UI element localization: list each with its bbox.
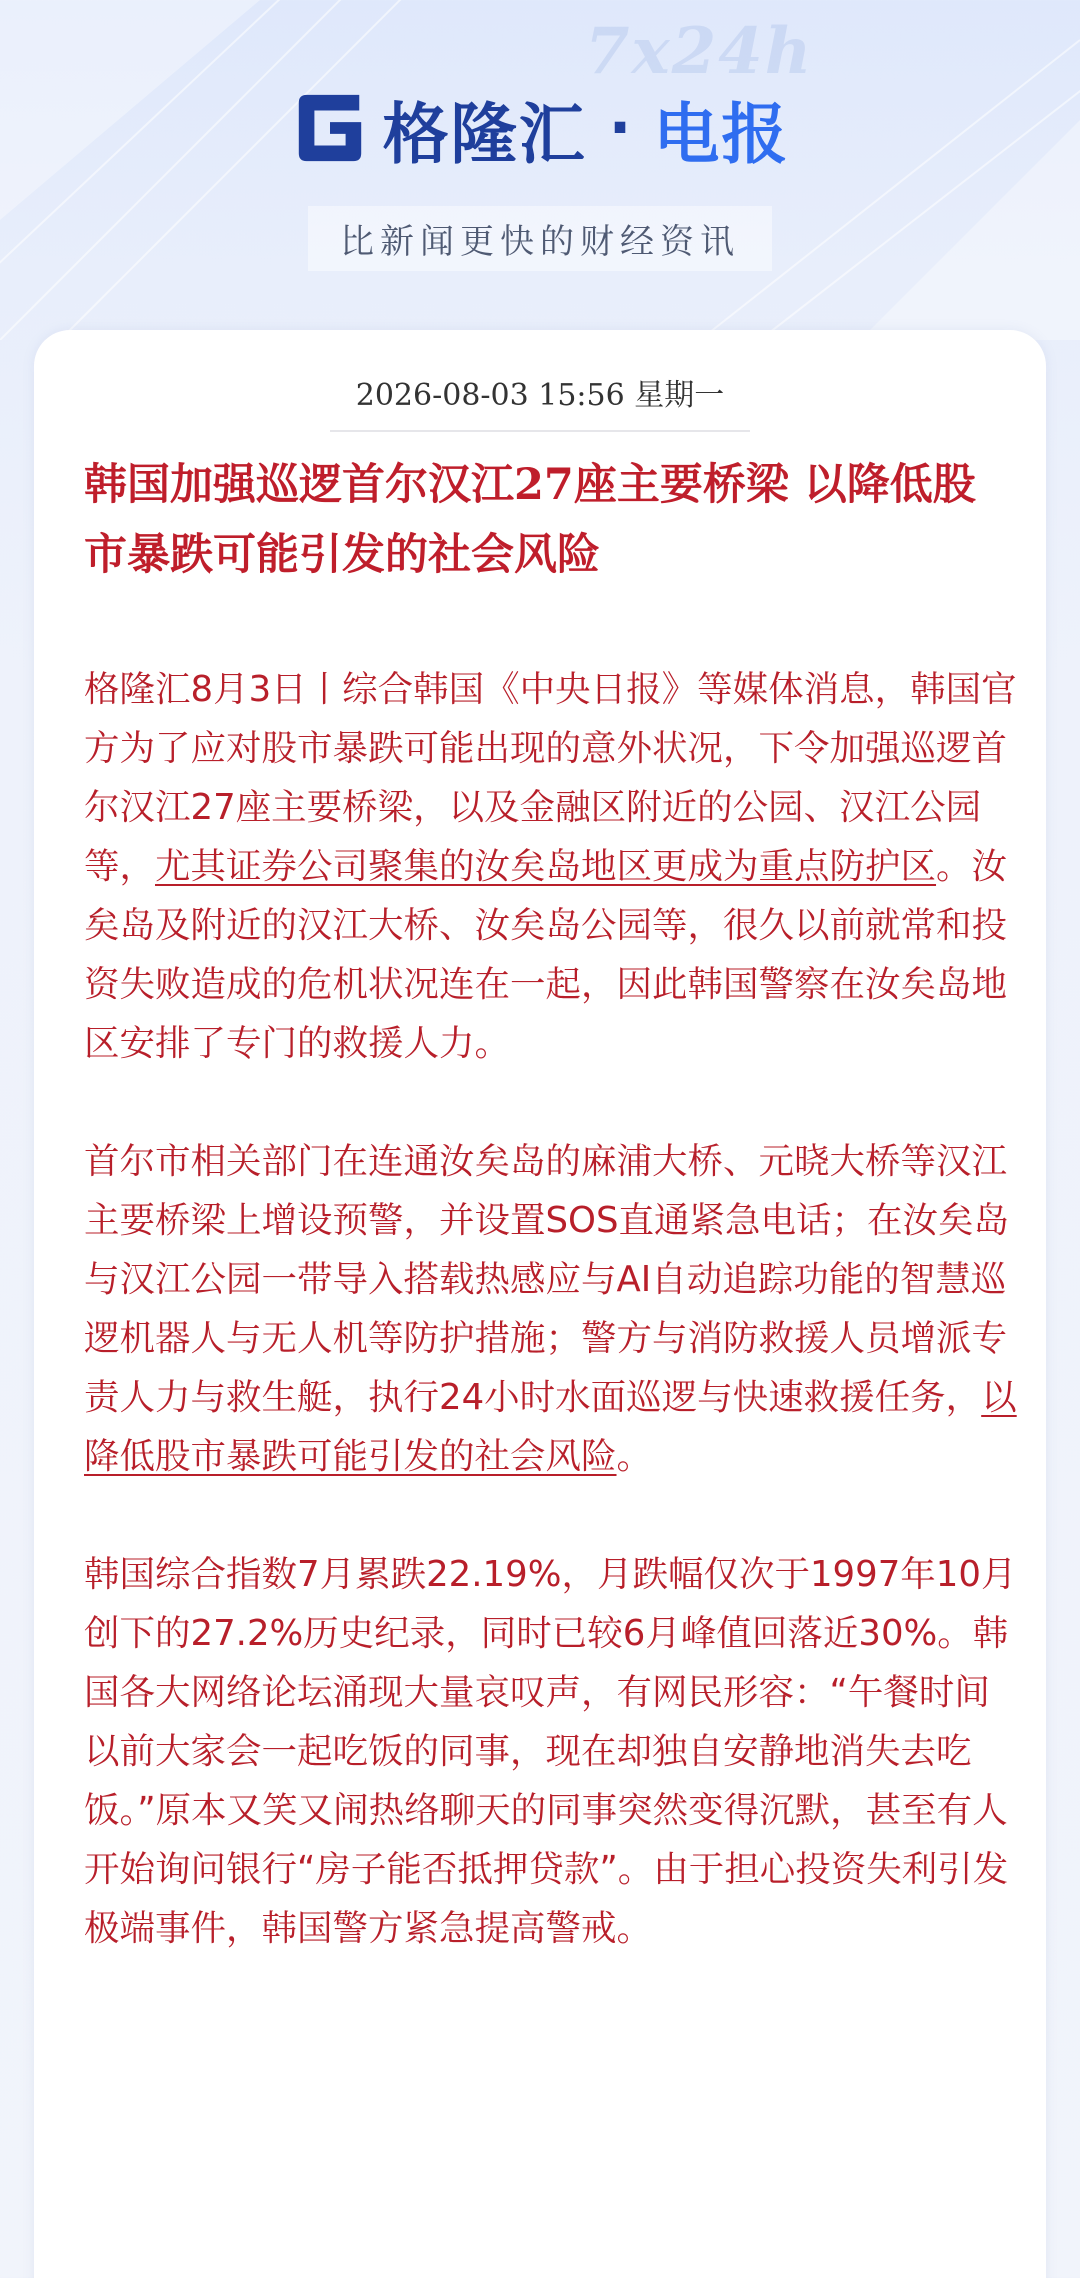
article-paragraph-1 <box>84 660 1024 1073</box>
date-wrapper <box>34 358 1046 432</box>
paragraph-1-text-b: 。汝矣岛及附近的汉江大桥、汝矣岛公园等，很久以前就常和投资失败造成的危机状况连在一起，因此韩国警察在汝矣岛地区安排了专门的救援人力。 <box>84 846 1008 1064</box>
paragraph-2-underlined: 以降低股市暴跌可能引发的社会风险 <box>84 1377 1017 1477</box>
brand-name: 格隆汇 <box>382 95 587 173</box>
article-card <box>34 330 1046 2278</box>
paragraph-2-text-b: 。 <box>616 1436 653 1477</box>
tagline: 比新闻更快的财经资讯 <box>308 206 772 271</box>
tagline-wrapper <box>0 206 1080 271</box>
paragraph-2-text-a: 首尔市相关部门在连通汝矣岛的麻浦大桥、元晓大桥等汉江主要桥梁上增设预警，并设置SOS直通紧急电话；在汝矣岛与汉江公园一带导入搭载热感应与AI自动追踪功能的智慧巡逻机器人与无人机等防护措施；警方与消防救援人员增派专责人力与救生艇，执行24小时水面巡逻与快速救援任务， <box>84 1141 1010 1418</box>
gelonghui-logo-icon <box>291 89 369 167</box>
paragraph-1-text-a: 格隆汇8月3日丨综合韩国《中央日报》等媒体消息，韩国官方为了应对股市暴跌可能出现的意外状况，下令加强巡逻首尔汉江27座主要桥梁，以及金融区附近的公园、汉江公园等， <box>84 669 1017 887</box>
brand-sub: 电报 <box>653 95 790 173</box>
article-paragraph-3: 韩国综合指数7月累跌22.19%，月跌幅仅次于1997年10月创下的27.2%历史纪录，同时已较6月峰值回落近30%。韩国各大网络论坛涌现大量哀叹声，有网民形容：“午餐时间以前大家会一起吃饭的同事，现在却独自安静地消失去吃饭。”原本又笑又闹热络聊天的同事突然变得沉默，甚至有人开始询问银行“房子能否抵押贷款”。由于担心投资失利引发极端事件，韩国警方紧急提高警戒。 <box>84 1554 1017 1949</box>
paragraph-1-underlined: 尤其证券公司聚集的汝矣岛地区更成为重点防护区 <box>155 846 937 887</box>
article-paragraph-2 <box>84 1132 1024 1486</box>
article-headline: 韩国加强巡逻首尔汉江27座主要桥梁 以降低股市暴跌可能引发的社会风险 <box>84 460 976 580</box>
article-datetime: 2026-08-03 15:56 星期一 <box>330 358 751 432</box>
brand-header <box>0 78 1080 178</box>
watermark-7x24h: 7x24h <box>585 14 814 89</box>
brand-separator: · <box>608 93 632 163</box>
article-body <box>84 660 1024 2017</box>
